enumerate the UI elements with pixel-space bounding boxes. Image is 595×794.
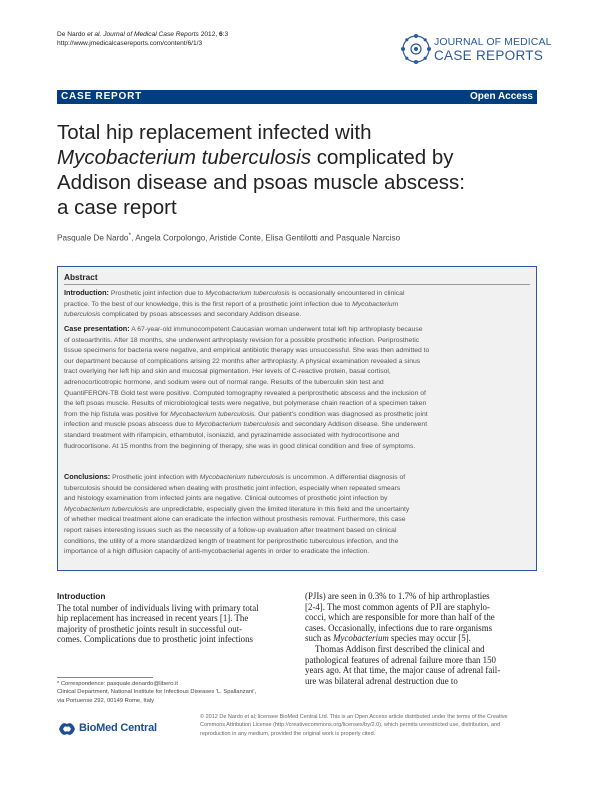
introduction-heading: Introduction (57, 591, 106, 601)
citation-line-1: De Nardo et al. Journal of Medical Case Reports 2012, 6:3 (57, 31, 229, 38)
journal-logo (400, 33, 552, 67)
correspondence-footnote: * Correspondence: pasquale.denardo@libero.it Clinical Department, National Institute for Infectious Diseases 'L. Spallanzani', via Portuense 292, 00149 Rome, Italy (57, 680, 287, 705)
abstract-divider (64, 284, 530, 285)
abstract-conclusions: Conclusions: Prosthetic joint infection with Mycobacterium tuberculosis is uncommon. A differential diagnosis of tuberculosis should be considered when dealing with prosthetic joint infection, especially when repeated smears and histology examination from infected joints are negative. Clinical outcomes of prosthetic joint infection by Mycobacterium tuberculosis are unpredictable, especially given the limited literature in this field and the uncertainty of whether medical treatment alone can eradicate the infection without prosthesis removal. Furthermore, this case report raises interesting issues such as the necessity of a follow-up evaluation after treatment based on clinical conditions, the utility of a more standardized length of treatment for periprosthetic tuberculous infection, and the importance of a high diffusion capacity of anti-mycobacterial agents in order to eradicate the infection. (64, 472, 410, 556)
abstract-case-presentation: Case presentation: A 67-year-old immunocompetent Caucasian woman underwent total left hip arthroplasty because of osteoarthritis. After 18 months, she underwent arthroplasty revision for a possible prosthetic infection. Periprosthetic tissue specimens for bacteria were negative, and empirical antibiotic therapy was unsuccessful. She was then admitted to our department because of complications arising 22 months after arthroplasty. A physical examination revealed a sinus tract overlying her left hip and skin and mucosal pigmentation. Her levels of C-reactive protein, basal cortisol, adrenocorticotropic hormone, and sodium were out of normal range. Results of the tuberculin skin test and QuantiFERON-TB Gold test were positive. Computed tomography revealed a periprosthetic abscess and the inclusion of the left psoas muscle. Results of microbiological tests were negative, but polymerase chain reaction of a specimen taken from the hip fistula was positive for Mycobacterium tuberculosis. Our patient's condition was diagnosed as prosthetic joint infection and muscle psoas abscess due to Mycobacterium tuberculosis and secondary Addison disease. She underwent standard treatment with rifampicin, ethambutol, isoniazid, and pyrazinamide associated with hydrocortisone and fludrocortisone. At 15 months from the beginning of therapy, she was in good clinical condition and free of symptoms. (64, 324, 430, 450)
abstract-introduction: Introduction: Prosthetic joint infection due to Mycobacterium tuberculosis is occasionally encountered in clinical practice. To the best of our knowledge, this is the first report of a prosthetic joint infection due to Mycobacterium tuberculosis complicated by psoas abscesses and secondary Addison disease. (64, 288, 405, 319)
correspondence-email[interactable]: * Correspondence: pasquale.denardo@libero.it (57, 681, 178, 687)
publisher-logo (57, 718, 177, 740)
citation (57, 30, 228, 48)
publisher-name: BioMed Central (79, 722, 157, 734)
article-type-banner (57, 90, 537, 104)
abstract-box (57, 266, 537, 571)
footnote-divider (57, 677, 153, 678)
corresponding-author[interactable]: Pasquale De Nardo (57, 233, 129, 243)
article-type-label: CASE REPORT (61, 91, 143, 102)
license-text: © 2012 De Nardo et al; licensee BioMed Central Ltd. This is an Open Access article distributed under the terms of the Creative Commons Attribution License (http://creativecommons.org/licenses/by/2.0), which permits unrestricted use, distribution, and reproduction in any medium, provided the original work is properly cited. (200, 714, 508, 737)
abstract-heading: Abstract (64, 272, 98, 282)
body-right-column: (PJIs) are seen in 0.3% to 1.7% of hip arthroplasties [2-4]. The most common agents of PJI are staphylo- cocci, which are responsible for more than half of the cases. Occasionally, infections due to rare organisms such as Mycobacterium species may occur [5]. Thomas Addison first described the clinical and pathological features of adrenal failure more than 150 years ago. At that time, the major cause of adrenal fail- ure was bilateral adrenal destruction due to (305, 591, 501, 686)
author-list: Pasquale De Nardo*, Angela Corpolongo, Aristide Conte, Elisa Gentilotti and Pasquale Narciso (57, 232, 401, 243)
citation-url[interactable]: http://www.jmedicalcasereports.com/content/6/1/3 (57, 40, 203, 47)
journal-name-line-1: JOURNAL OF MEDICAL (434, 36, 552, 48)
journal-name-line-2: CASE REPORTS (434, 48, 544, 63)
article-title: Total hip replacement infected with Mycobacterium tuberculosis complicated by Addison disease and psoas muscle abscess: a case report (57, 121, 465, 219)
open-access-label: Open Access (470, 91, 533, 102)
journal-emblem-icon (400, 33, 432, 65)
body-left-column: Introduction The total number of individuals living with primary total hip replacement has increased in recent years [1]. The majority of prosthetic joints result in successful out- comes. Complications due to prosthetic joint infections (57, 591, 287, 645)
biomed-central-icon (57, 720, 77, 738)
